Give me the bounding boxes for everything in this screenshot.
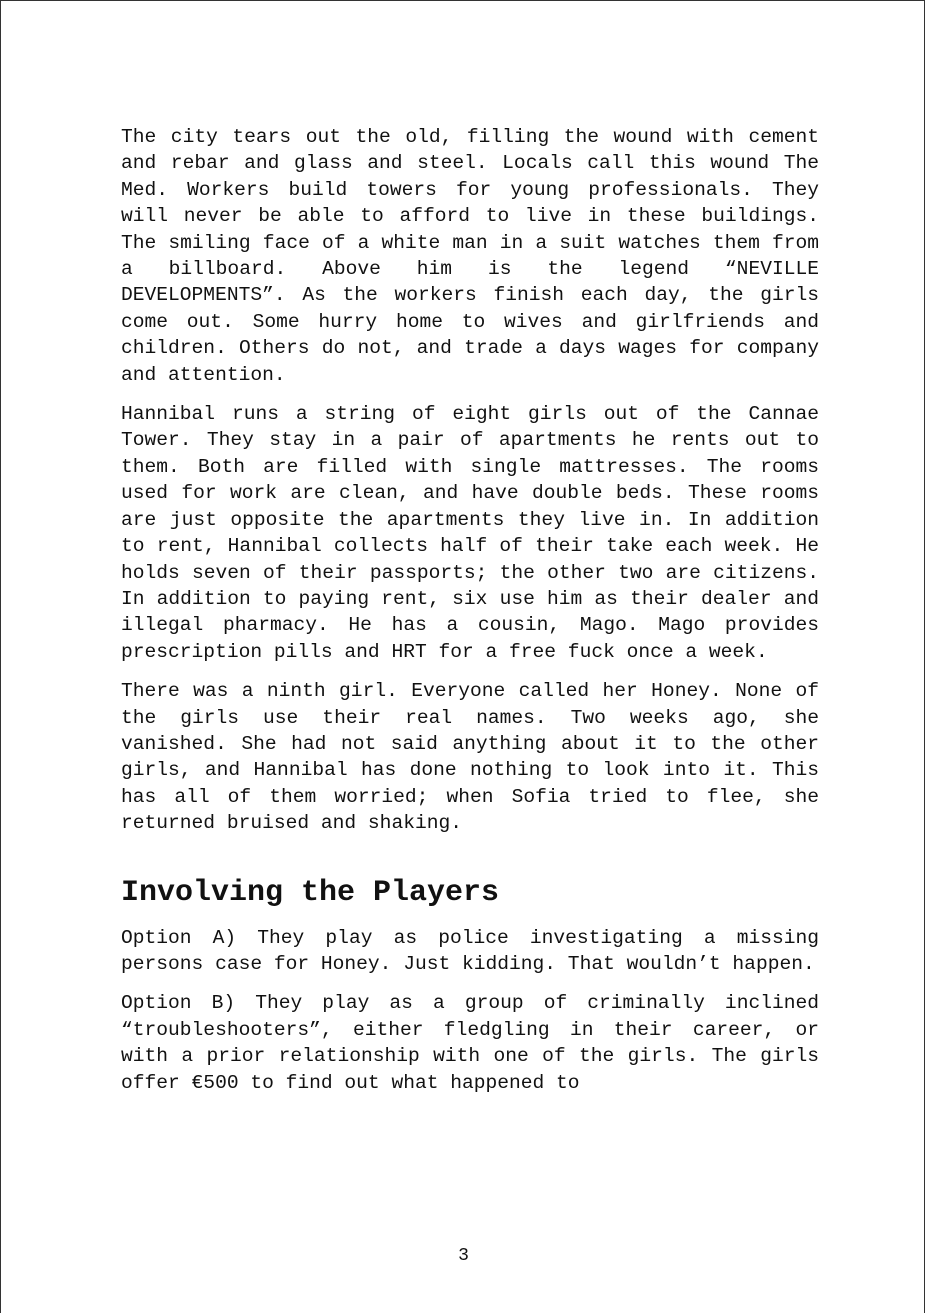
option-b-paragraph: Option B) They play as a group of criminally inclined “troubleshooters”, either fledgling in their career, or with a prior relationship with one of the girls. The girls offer €500 to find out what happened to [121,992,819,1094]
page-content [121,124,819,1109]
option-a-paragraph: Option A) They play as police investigating a missing persons case for Honey. Just kidding. That wouldn’t happen. [121,926,819,975]
paragraph-hannibal: Hannibal runs a string of eight girls out of the Cannae Tower. They stay in a pair of apartments he rents out to them. Both are filled with single mattresses. The rooms used for work are clean, and have double beds. These rooms are just opposite the apartments they live in. In addition to rent, Hannibal collects half of their take each week. He holds seven of their passports; the other two are citizens. In addition to paying rent, six use him as their dealer and illegal pharmacy. He has a cousin, Mago. Mago provides prescription pills and HRT for a free fuck once a week. [121,403,819,663]
section-heading: Involving the Players [121,875,500,910]
paragraph-honey: There was a ninth girl. Everyone called her Honey. None of the girls use their real names. Two weeks ago, she vanished. She had not said anything about it to the other girls, and Hannibal has done nothing to look into it. This has all of them worried; when Sofia tried to flee, she returned bruised and shaking. [121,680,819,835]
paragraph-the-med: The city tears out the old, filling the wound with cement and rebar and glass and steel. Locals call this wound The Med. Workers build towers for young professionals. They will never be able to afford to live in these buildings. The smiling face of a white man in a suit watches them from a billboard. Above him is the legend “NEVILLE DEVELOPMENTS”. As the workers finish each day, the girls come out. Some hurry home to wives and girlfriends and children. Others do not, and trade a days wages for company and attention. [121,126,819,386]
page-number: 3 [458,1246,469,1266]
